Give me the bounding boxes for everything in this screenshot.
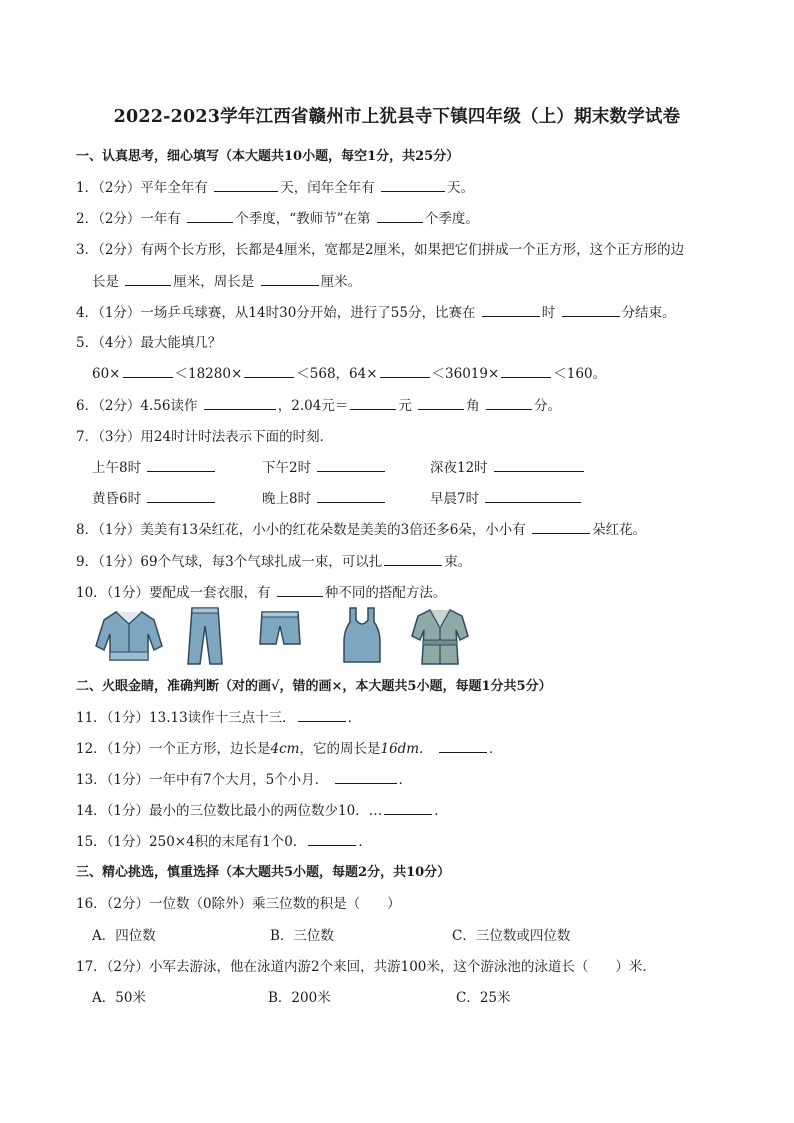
question-7: 7．（3分）用24时计时法表示下面的时刻． bbox=[76, 429, 334, 445]
question-15 bbox=[76, 830, 372, 850]
q7-time-label: 上午8时 bbox=[92, 460, 142, 476]
q16-option-b[interactable]: B．三位数 bbox=[270, 928, 334, 944]
q3-blank-2[interactable] bbox=[261, 272, 319, 286]
q6-text-b: ，2.04元＝ bbox=[277, 398, 349, 414]
section-1-heading: 一、认真思考，细心填写（本大题共10小题，每空1分，共25分） bbox=[76, 149, 460, 164]
q4-blank-2[interactable] bbox=[562, 303, 620, 317]
q2-text-b: 个季度，“教师节”在第 bbox=[235, 211, 371, 227]
q2-blank-1[interactable] bbox=[187, 209, 233, 223]
q7-time-label: 下午2时 bbox=[262, 460, 312, 476]
question-1 bbox=[76, 176, 474, 196]
q10-blank[interactable] bbox=[277, 583, 323, 597]
coat-icon bbox=[410, 606, 470, 668]
question-16: 16．（2分）一位数（0除外）乘三位数的积是（ ） bbox=[76, 896, 401, 912]
question-5: 5．（4分）最大能填几？ bbox=[76, 335, 222, 351]
q7-time-3 bbox=[430, 456, 586, 476]
question-6 bbox=[76, 394, 561, 414]
tank-top-icon bbox=[342, 606, 382, 664]
q9-blank[interactable] bbox=[384, 552, 442, 566]
q12-period: ． bbox=[488, 741, 503, 757]
question-5-items bbox=[92, 362, 606, 382]
q6-blank-4[interactable] bbox=[486, 396, 532, 410]
q17-option-b[interactable]: B．200米 bbox=[268, 990, 331, 1006]
q13-text: 13．（1分）一年中有7个大月，5个小月． bbox=[76, 772, 329, 788]
q6-text-c: 元 bbox=[398, 398, 412, 414]
q7-blank[interactable] bbox=[485, 489, 581, 503]
q4-blank-1[interactable] bbox=[482, 303, 540, 317]
q14-period: ． bbox=[434, 803, 448, 819]
q4-text-c: 分结束。 bbox=[621, 305, 676, 321]
q3-text-b: 长是 bbox=[92, 274, 119, 290]
q5-part-3: ＜568，64× bbox=[296, 366, 378, 382]
q12-unit-1: 4cm bbox=[270, 741, 300, 757]
section-3-heading: 三、精心挑选，慎重选择（本大题共5小题，每题2分，共10分） bbox=[76, 865, 451, 880]
q6-blank-2[interactable] bbox=[350, 396, 396, 410]
question-3-line-1: 3．（2分）有两个长方形，长都是4厘米，宽都是2厘米，如果把它们拼成一个正方形，这个正方形的边 bbox=[76, 242, 685, 258]
q7-time-label: 深夜12时 bbox=[430, 460, 488, 476]
q12-text-a: 12．（1分）一个正方形，边长是 bbox=[76, 741, 271, 757]
q14-blank[interactable] bbox=[384, 801, 432, 815]
q7-blank[interactable] bbox=[147, 489, 215, 503]
q9-text-b: 束。 bbox=[444, 554, 472, 570]
q5-part-2: ＜18280× bbox=[174, 366, 243, 382]
q6-blank-3[interactable] bbox=[418, 396, 464, 410]
q12-text-b: ． bbox=[419, 741, 433, 757]
q7-blank[interactable] bbox=[317, 458, 385, 472]
q11-period: ． bbox=[347, 710, 362, 726]
q16-option-c[interactable]: C．三位数或四位数 bbox=[452, 928, 571, 944]
q15-blank[interactable] bbox=[308, 832, 356, 846]
q8-blank[interactable] bbox=[532, 520, 590, 534]
q11-text: 11．（1分）13.13读作十三点十三． bbox=[76, 710, 296, 726]
question-10 bbox=[76, 581, 446, 601]
q5-blank-2[interactable] bbox=[244, 364, 294, 378]
q12-text-m: ，它的周长是 bbox=[299, 741, 381, 757]
q13-blank[interactable] bbox=[335, 770, 397, 784]
question-12 bbox=[76, 737, 502, 757]
q2-text-c: 个季度。 bbox=[424, 211, 479, 227]
question-13 bbox=[76, 768, 412, 788]
question-9 bbox=[76, 550, 471, 570]
q6-text-d: 角 bbox=[466, 398, 480, 414]
q16-option-a[interactable]: A．四位数 bbox=[92, 928, 156, 944]
question-11 bbox=[76, 706, 361, 726]
q7-time-5 bbox=[262, 487, 387, 507]
q7-blank[interactable] bbox=[317, 489, 385, 503]
q17-option-c[interactable]: C．25米 bbox=[456, 990, 511, 1006]
jacket-icon bbox=[94, 606, 164, 664]
q5-blank-3[interactable] bbox=[380, 364, 430, 378]
q11-blank[interactable] bbox=[298, 708, 346, 722]
q7-time-label: 黄昏6时 bbox=[92, 491, 142, 507]
q2-blank-2[interactable] bbox=[377, 209, 423, 223]
question-8 bbox=[76, 518, 646, 538]
q1-blank-1[interactable] bbox=[214, 178, 278, 192]
q4-text-a: 4．（1分）一场乒乓球赛，从14时30分开始，进行了55分，比赛在 bbox=[76, 305, 476, 321]
q4-text-b: 时 bbox=[541, 305, 556, 321]
question-3-line-2 bbox=[92, 270, 361, 290]
q7-time-6 bbox=[430, 487, 583, 507]
q17-option-a[interactable]: A．50米 bbox=[92, 990, 146, 1006]
shorts-icon bbox=[258, 606, 302, 650]
pants-icon bbox=[184, 606, 226, 666]
q1-text-b: 天，闰年全年有 bbox=[280, 180, 375, 196]
q12-blank[interactable] bbox=[439, 739, 487, 753]
q5-part-5: ＜160。 bbox=[553, 366, 607, 382]
q10-text-a: 10．（1分）要配成一套衣服，有 bbox=[76, 585, 271, 601]
q13-period: ． bbox=[398, 772, 412, 788]
q3-text-c: 厘米，周长是 bbox=[173, 274, 255, 290]
q2-text-a: 2．（2分）一年有 bbox=[76, 211, 181, 227]
q14-text: 14．（1分）最小的三位数比最小的两位数少10．… bbox=[76, 803, 383, 819]
q6-text-e: 分。 bbox=[533, 398, 561, 414]
page-title: 2022-2023学年江西省赣州市上犹县寺下镇四年级（上）期末数学试卷 bbox=[113, 107, 681, 127]
q3-text-d: 厘米。 bbox=[320, 274, 362, 290]
q10-text-b: 种不同的搭配方法。 bbox=[324, 585, 447, 601]
q7-blank[interactable] bbox=[147, 458, 215, 472]
question-2 bbox=[76, 207, 479, 227]
clothing-images bbox=[90, 606, 470, 668]
section-2-heading: 二、火眼金睛，准确判断（对的画√，错的画×，本大题共5小题，每题1分共5分） bbox=[76, 679, 552, 694]
q12-unit-2: 16dm bbox=[380, 741, 420, 757]
question-4 bbox=[76, 301, 676, 321]
q7-time-label: 晚上8时 bbox=[262, 491, 312, 507]
q6-text-a: 6．（2分）4.56读作 bbox=[76, 398, 198, 414]
q3-blank-1[interactable] bbox=[125, 272, 171, 286]
q15-text: 15．（1分）250×4积的末尾有1个0． bbox=[76, 834, 307, 850]
q5-blank-1[interactable] bbox=[123, 364, 173, 378]
q7-time-4 bbox=[92, 487, 217, 507]
q5-part-1: 60× bbox=[92, 366, 121, 382]
question-14 bbox=[76, 799, 448, 819]
q7-time-label: 早晨7时 bbox=[430, 491, 480, 507]
q1-text-a: 1．（2分）平年全年有 bbox=[76, 180, 208, 196]
q7-blank[interactable] bbox=[494, 458, 584, 472]
q5-blank-4[interactable] bbox=[501, 364, 551, 378]
question-17: 17．（2分）小军去游泳，他在泳道内游2个来回，共游100米，这个游泳池的泳道长（ ）米． bbox=[76, 959, 656, 975]
q7-time-2 bbox=[262, 456, 387, 476]
q1-blank-2[interactable] bbox=[381, 178, 445, 192]
q7-time-1 bbox=[92, 456, 217, 476]
q6-blank-1[interactable] bbox=[204, 396, 276, 410]
q8-text-b: 朵红花。 bbox=[592, 522, 647, 538]
q9-text-a: 9．（1分）69个气球，每3个气球扎成一束，可以扎 bbox=[76, 554, 383, 570]
q15-period: ． bbox=[358, 834, 372, 850]
q8-text-a: 8．（1分）美美有13朵红花，小小的红花朵数是美美的3倍还多6朵，小小有 bbox=[76, 522, 526, 538]
q1-text-c: 天。 bbox=[447, 180, 475, 196]
q5-part-4: ＜36019× bbox=[431, 366, 500, 382]
